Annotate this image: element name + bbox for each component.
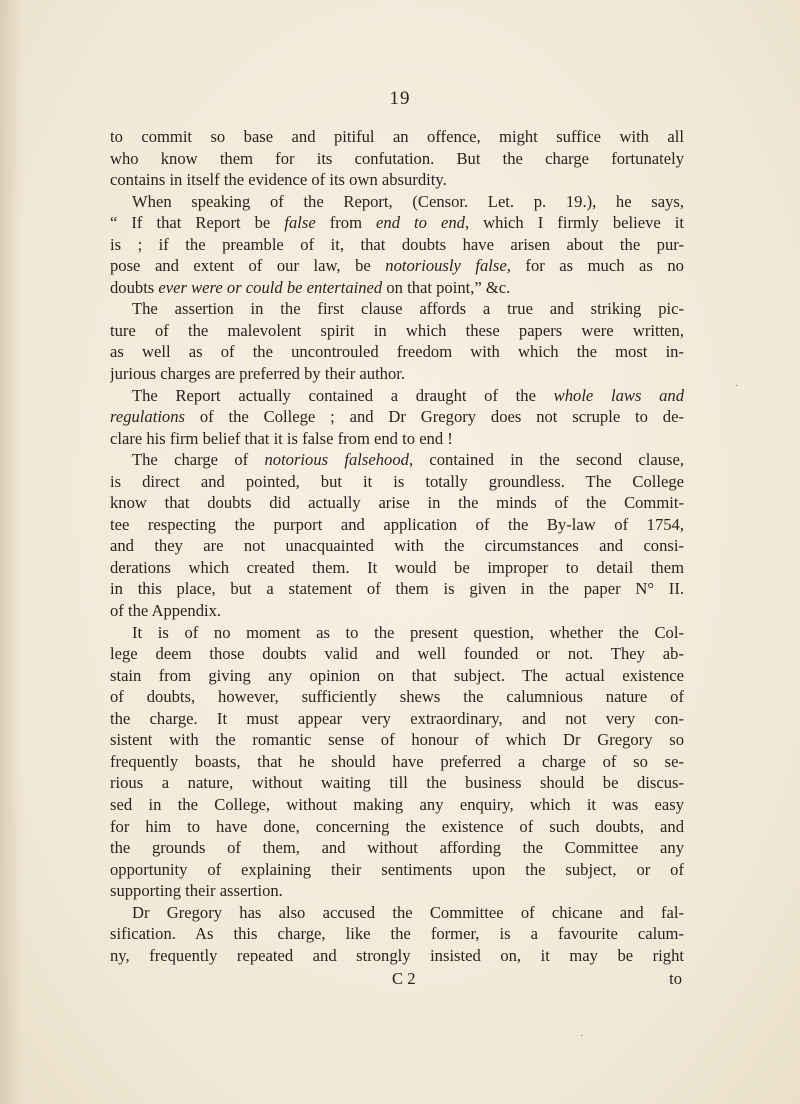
text-line: It is of no moment as to the present question, whether the Col- — [132, 622, 684, 642]
text-line: and they are not unacquainted with the circumstances and consi- — [110, 536, 684, 556]
text-segment: , for as much as no — [506, 256, 684, 276]
text-line: lege deem those doubts valid and well founded or not. They ab- — [110, 644, 684, 664]
text-line — [110, 449, 684, 471]
text-line — [110, 277, 684, 299]
text-line: know that doubts did actually arise in the minds of the Commit- — [110, 493, 684, 513]
text-line: to commit so base and pitiful an offence, might suffice with all — [110, 127, 684, 146]
text-line: tee respecting the purport and application of the By-law of 1754, — [110, 514, 684, 534]
text-line: for him to have done, concerning the existence of such doubts, and — [110, 816, 684, 836]
text-segment: doubts — [110, 277, 159, 297]
text-segment: , which I firmly believe it — [464, 213, 684, 233]
italic-phrase: whole laws and — [553, 385, 684, 405]
text-line: sification. As this charge, like the former, is a favourite calum- — [110, 924, 684, 944]
text-segment: pose and extent of our law, be — [110, 256, 386, 276]
italic-phrase: ever were or could be entertained — [158, 277, 383, 297]
paper-speck: · — [580, 1030, 584, 1042]
text-line: the charge. It must appear very extraordinary, and not very con- — [110, 708, 684, 728]
text-line: ny, frequently repeated and strongly insisted on, it may be right — [110, 945, 684, 965]
text-segment: “ If that Report be — [110, 213, 285, 233]
text-line: who know them for its confutation. But the charge fortunately — [110, 148, 684, 168]
signature-mark: C 2 — [392, 969, 416, 988]
text-line: The assertion in the first clause affords a true and striking pic- — [132, 299, 684, 319]
text-line: clare his firm belief that it is false from end to end ! — [110, 428, 453, 448]
text-line — [110, 406, 684, 428]
text-segment: The Report actually contained a draught of the — [132, 385, 554, 405]
text-line: of the Appendix. — [110, 601, 222, 621]
italic-phrase: end to end — [376, 213, 465, 233]
text-line: supporting their assertion. — [110, 881, 283, 901]
text-line: rious a nature, without waiting till the business should be discus- — [110, 773, 684, 793]
body-text — [110, 126, 684, 966]
text-line: When speaking of the Report, (Censor. Let. p. 19.), he says, — [132, 191, 684, 211]
italic-phrase: notorious falsehood — [264, 450, 409, 470]
text-segment: on that point,” &c. — [382, 277, 511, 297]
text-segment: The charge of — [132, 450, 265, 470]
text-line: the grounds of them, and without affording the Committee any — [110, 838, 684, 858]
text-line: derations which created them. It would be improper to detail them — [110, 557, 684, 577]
text-line: is direct and pointed, but it is totally groundless. The College — [110, 471, 684, 491]
text-line: opportunity of explaining their sentiments upon the subject, or of — [110, 859, 684, 879]
catchword: to — [669, 969, 682, 988]
text-line: frequently boasts, that he should have preferred a charge of so se- — [110, 751, 684, 771]
text-line: in this place, but a statement of them is given in the paper N° II. — [110, 579, 684, 599]
paper-speck: · — [735, 380, 739, 392]
text-line: sistent with the romantic sense of honour of which Dr Gregory so — [110, 730, 684, 750]
text-segment: of the College ; and Dr Gregory does not scruple to de- — [184, 407, 684, 427]
page-binding-shadow — [0, 0, 22, 1104]
text-segment: from — [315, 213, 377, 233]
text-line: sed in the College, without making any enquiry, which it was easy — [110, 794, 684, 814]
italic-phrase: regulations — [110, 407, 185, 427]
italic-phrase: false — [284, 213, 316, 233]
text-line: ture of the malevolent spirit in which these papers were written, — [110, 320, 684, 340]
text-line: stain from giving any opinion on that subject. The actual existence — [110, 665, 684, 685]
text-line — [110, 385, 684, 407]
text-line: is ; if the preamble of it, that doubts have arisen about the pur- — [110, 234, 684, 254]
text-segment: , contained in the second clause, — [408, 450, 684, 470]
text-line: of doubts, however, sufficiently shews the calumnious nature of — [110, 687, 684, 707]
text-line: as well as of the uncontrouled freedom with which the most in- — [110, 342, 684, 362]
text-line — [110, 255, 684, 277]
page-number: 19 — [389, 88, 411, 109]
page-footer — [110, 968, 684, 990]
text-line — [110, 212, 684, 234]
italic-phrase: notoriously false — [385, 256, 507, 276]
text-line: contains in itself the evidence of its own absurdity. — [110, 170, 447, 190]
text-line: Dr Gregory has also accused the Committee of chicane and fal- — [132, 902, 684, 922]
text-line: jurious charges are preferred by their author. — [110, 364, 406, 384]
